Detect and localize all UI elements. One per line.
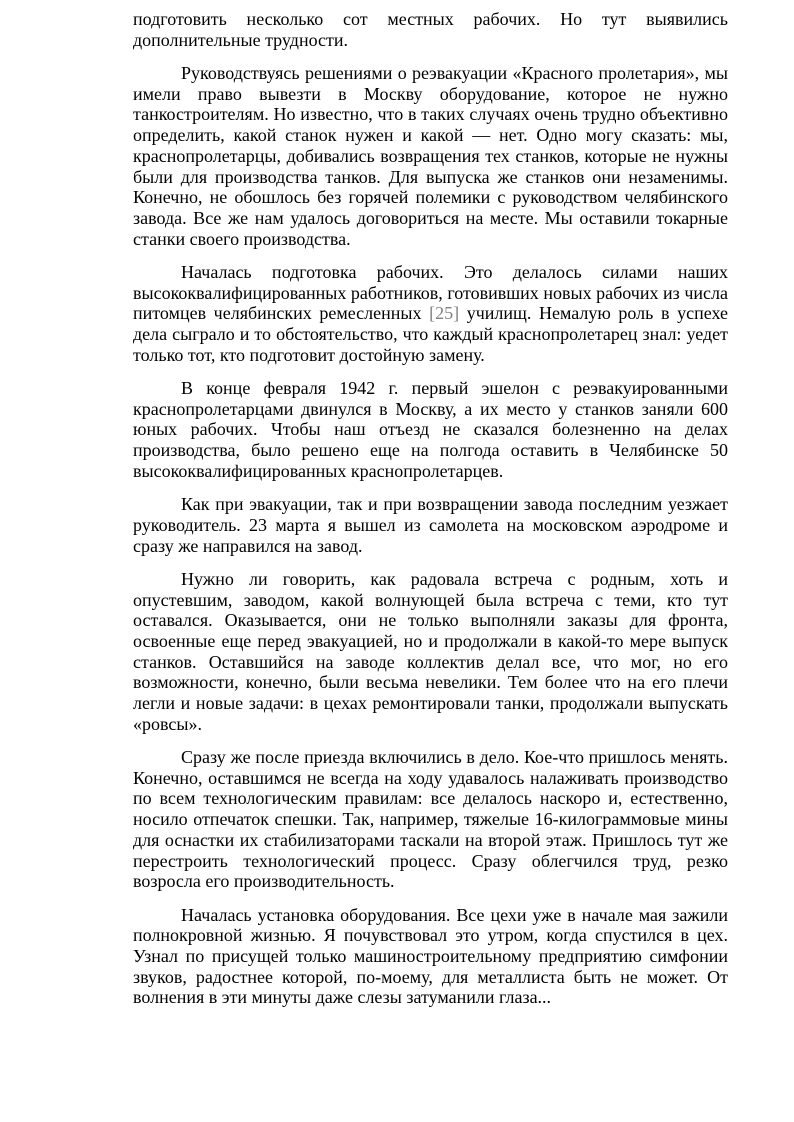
paragraph-reevacuation-equipment: Руководствуясь решениями о реэвакуации «Красного пролетария», мы имели право вывезти в Москву оборудование, которое не нужно танкостроителям. Но известно, что в таких случаях очень трудно объективно определить, какой станок нужен и какой — нет. Одно могу сказать: мы, краснопролетарцы, добивались возвращения тех станков, которые не нужны были для производства танков. Для выпуска же станков они незаменимы. Конечно, не обошлось без горячей полемики с руководством челябинского завода. Все же нам удалось договориться на месте. Мы оставили токарные станки своего производства. <box>133 63 728 249</box>
paragraph-equipment-installation: Началась установка оборудования. Все цехи уже в начале мая зажили полнокровной жизнью. Я почувствовал это утром, когда спустился в цех. Узнал по присущей только машиностроительному предприятию симфонии звуков, радостнее которой, по-моему, для металлиста быть не может. От волнения в эти минуты даже слезы затуманили глаза... <box>133 904 728 1008</box>
paragraph-continuation: подготовить несколько сот местных рабочих. Но тут выявились дополнительные трудности. <box>133 9 728 50</box>
paragraph-first-echelon: В конце февраля 1942 г. первый эшелон с реэвакуированными краснопролетарцами двинулся в Москву, а их место у станков заняли 600 юных рабочих. Чтобы наш отъезд не сказался болезненно на делах производства, было решено еще на полгода оставить в Челябинске 50 высококвалифицированных краснопролетарцев. <box>133 378 728 481</box>
paragraph-worker-training <box>133 262 728 366</box>
paragraph-director-leaves-last: Как при эвакуации, так и при возвращении завода последним уезжает руководитель. 23 марта я вышел из самолета на московском аэродроме и сразу же направился на завод. <box>133 494 728 556</box>
footnote-link[interactable]: [25] <box>429 303 460 324</box>
document-page <box>133 9 728 1021</box>
paragraph-getting-to-work: Сразу же после приезда включились в дело. Кое-что пришлось менять. Конечно, оставшимся не всегда на ходу удавалось налаживать производство по всем технологическим правилам: все делалось наскоро и, естественно, носило отпечаток спешки. Так, например, тяжелые 16-килограммовые мины для оснастки их стабилизаторами таскали на второй этаж. Пришлось тут же перестроить технологический процесс. Сразу облегчился труд, резко возросла его производительность. <box>133 747 728 892</box>
paragraph-return-to-plant: Нужно ли говорить, как радовала встреча с родным, хоть и опустевшим, заводом, какой волнующей была встреча с теми, кто тут оставался. Оказывается, они не только выполняли заказы для фронта, освоенные еще перед эвакуацией, но и продолжали в какой-то мере выпуск станков. Оставшийся на заводе коллектив делал все, что мог, но его возможности, конечно, были весьма невелики. Тем более что на его плечи легли и новые задачи: в цехах ремонтировали танки, продолжали выпускать «ровсы». <box>133 568 728 734</box>
paragraph-text-after-footnote: училищ. Немалую роль в успехе дела сыграло и то обстоятельство, что каждый краснопролетарец знал: уедет только тот, кто подготовит достойную замену. <box>133 303 728 365</box>
paragraph-text-before-footnote: Началась подготовка рабочих. Это делалось силами наших высококвалифицированных работников, готовивших новых рабочих из числа питомцев челябинских ремесленных <box>133 261 728 324</box>
